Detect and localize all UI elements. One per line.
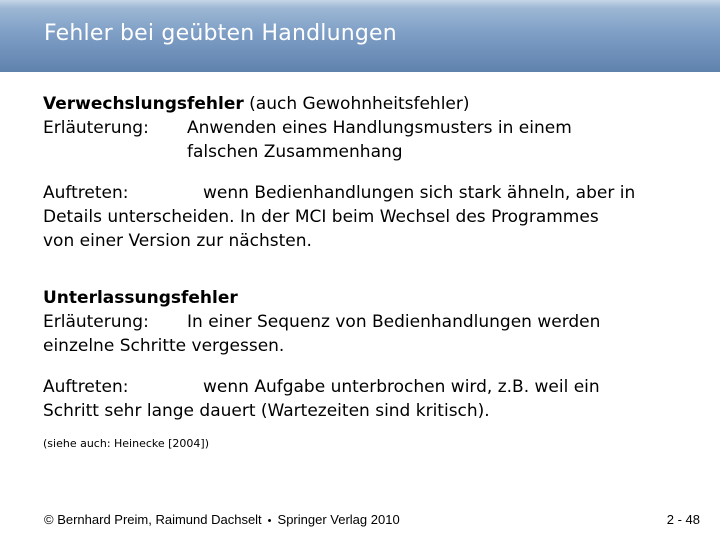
section1-occurrence-label: Auftreten:: [43, 183, 129, 203]
title-bar: [0, 0, 720, 72]
section1-explanation-text: Anwenden eines Handlungsmusters in einem: [187, 118, 572, 138]
section1-occurrence-line2: Details unterscheiden. In der MCI beim Wechsel des Programmes: [43, 207, 599, 227]
section1-occurrence: [43, 181, 693, 205]
slide-title: Fehler bei geübten Handlungen: [44, 21, 397, 46]
section2-explanation-text: In einer Sequenz von Bedienhandlungen werden: [187, 312, 601, 332]
slide-content: [43, 92, 693, 451]
section2-occurrence-text: wenn Aufgabe unterbrochen wird, z.B. weil ein: [203, 377, 600, 397]
footer-credits: [44, 512, 400, 527]
section2-occurrence-line2: Schritt sehr lange dauert (Wartezeiten sind kritisch).: [43, 401, 490, 421]
section2-occurrence-label: Auftreten:: [43, 377, 129, 397]
footer-publisher: Springer Verlag 2010: [277, 512, 400, 527]
section1-occurrence-line3: von einer Version zur nächsten.: [43, 231, 312, 251]
reference-note: (siehe auch: Heinecke [2004]): [43, 437, 210, 450]
section1-explanation-label: Erläuterung:: [43, 118, 149, 138]
bullet-separator-icon: •: [267, 515, 272, 527]
section2-explanation-cont: einzelne Schritte vergessen.: [43, 336, 285, 356]
section2-occurrence: [43, 375, 693, 399]
section1-occurrence-text: wenn Bedienhandlungen sich stark ähneln, aber in: [203, 183, 636, 203]
section2-explanation: [43, 310, 693, 334]
page-number: 2 - 48: [666, 512, 700, 527]
section1-heading: Verwechslungsfehler: [43, 94, 244, 114]
section1-explanation: [43, 116, 693, 140]
section1-heading-line: [43, 92, 693, 116]
section1-explanation-cont: falschen Zusammenhang: [187, 142, 403, 162]
section1-heading-suffix: (auch Gewohnheitsfehler): [243, 94, 470, 114]
section2-explanation-label: Erläuterung:: [43, 312, 149, 332]
footer-authors: © Bernhard Preim, Raimund Dachselt: [44, 512, 262, 527]
section2-heading: Unterlassungsfehler: [43, 288, 238, 308]
